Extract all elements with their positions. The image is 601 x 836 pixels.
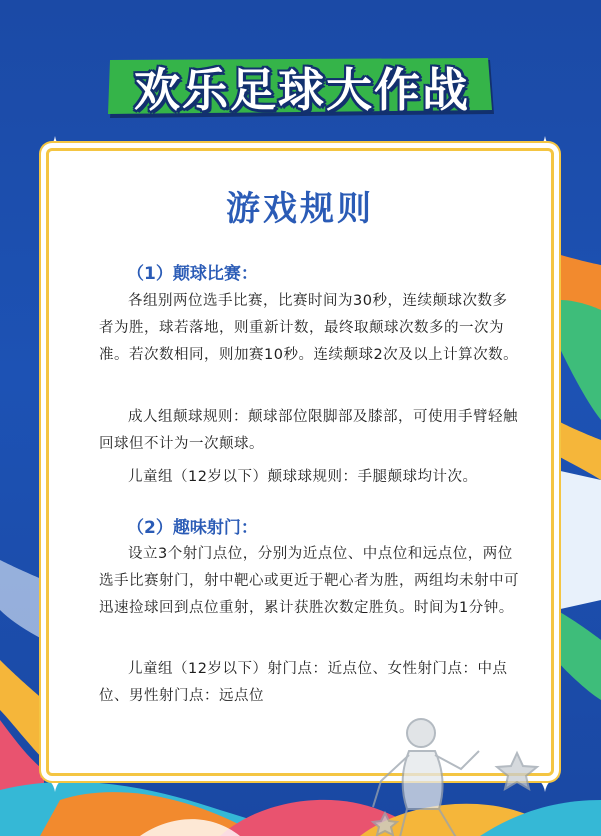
paragraph: 设立3个射门点位，分别为近点位、中点位和远点位，两位选手比赛射门，射中靶心或更近于靶心者为胜，两组均未射中可迅速捡球回到点位重射，累计获胜次数定胜负。时间为1分钟。	[99, 546, 519, 616]
page-title: 欢乐足球大作战	[134, 63, 470, 117]
soccer-player-illustration	[361, 711, 571, 836]
section-title-shooting: （2）趣味射门：	[127, 518, 258, 538]
paragraph: 成人组颠球规则：颠球部位限脚部及膝部，可使用手臂轻触回球但不计为一次颠球。	[99, 409, 518, 452]
rules-card	[46, 148, 554, 776]
paragraph: 儿童组（12岁以下）颠球球规则：手腿颠球均计次。	[128, 469, 478, 485]
section-title-juggling: （1）颠球比赛：	[127, 264, 258, 284]
paragraph: 儿童组（12岁以下）射门点：近点位、女性射门点：中点位、男性射门点：远点位	[99, 661, 508, 704]
rules-heading: 游戏规则	[226, 189, 374, 229]
paragraph: 各组别两位选手比赛，比赛时间为30秒，连续颠球次数多者为胜，球若落地，则重新计数，最终取颠球次数多的一次为准。若次数相同，则加赛10秒。连续颠球2次及以上计算次数。	[99, 293, 519, 363]
